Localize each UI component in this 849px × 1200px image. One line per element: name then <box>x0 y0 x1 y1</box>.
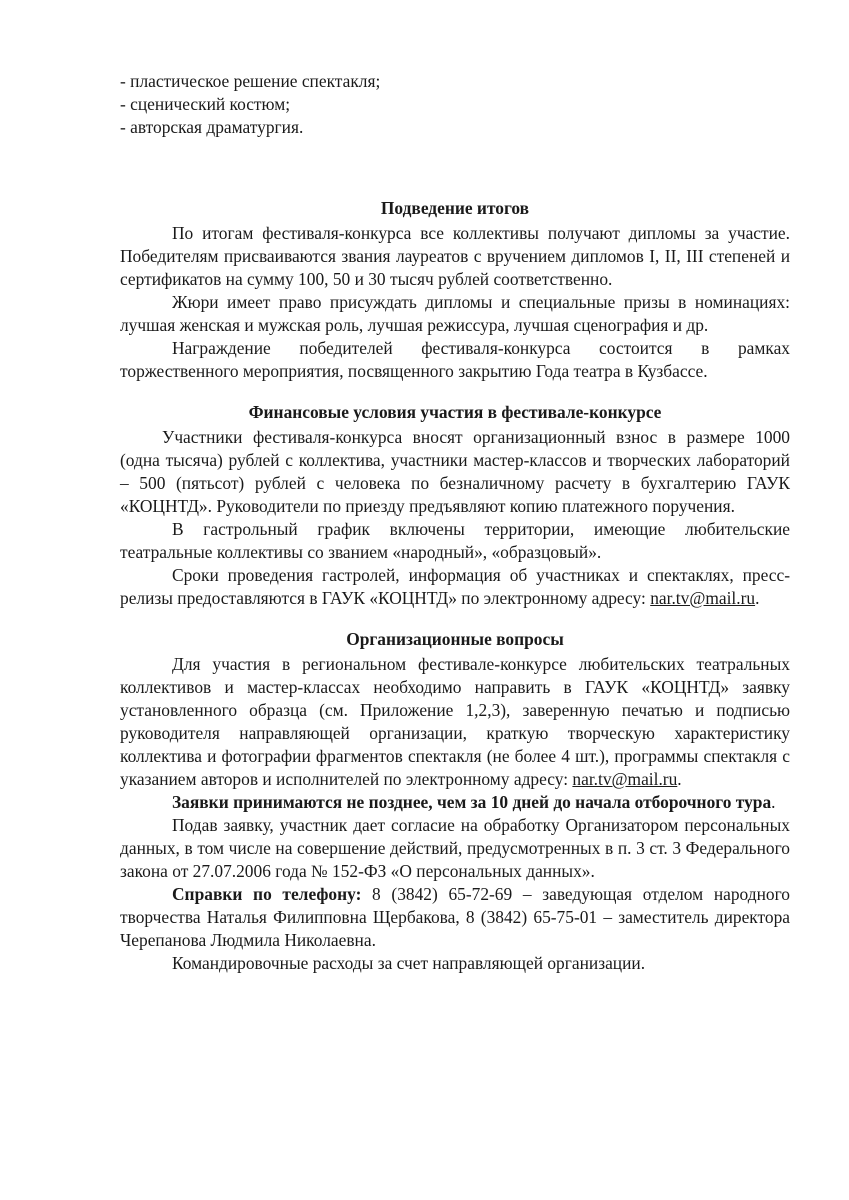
paragraph-text: Для участия в региональном фестивале-конкурсе любительских театральных коллективов и мастер-классах необходимо направить в ГАУК «КОЦНТД» заявку установленного образца (см. Приложение 1,2,3), заверенную печатью и подписью руководителя направляющей организации, краткую творческую характеристику коллектива и фотографии фрагментов спектакля (не более 4 шт.), программы спектакля с указанием авторов и исполнителей по электронному адресу: <box>120 654 790 789</box>
section-title-finance: Финансовые условия участия в фестивале-конкурсе <box>248 402 662 422</box>
criteria-list <box>120 70 790 139</box>
org-section <box>120 628 790 975</box>
email-link[interactable]: nar.tv@mail.ru <box>572 769 678 789</box>
document-content <box>120 70 790 993</box>
email-link[interactable]: nar.tv@mail.ru <box>650 588 756 608</box>
results-section <box>120 197 790 383</box>
list-item: - сценический костюм; <box>120 94 291 114</box>
paragraph <box>120 791 790 814</box>
paragraph <box>120 883 790 952</box>
bold-text: Справки по телефону: <box>172 884 362 904</box>
paragraph: Награждение победителей фестиваля-конкурса состоится в рамках торжественного мероприятия, посвященного закрытию Года театра в Кузбассе. <box>120 338 790 381</box>
paragraph: По итогам фестиваля-конкурса все коллективы получают дипломы за участие. Победителям присваиваются звания лауреатов с вручением дипломов I, II, III степеней и сертификатов на сумму 100, 50 и 30 тысяч рублей соответственно. <box>120 223 790 289</box>
list-item: - авторская драматургия. <box>120 117 304 137</box>
section-title-results: Подведение итогов <box>380 198 530 218</box>
paragraph: В гастрольный график включены территории, имеющие любительские театральные коллективы со званием «народный», «образцовый». <box>120 519 790 562</box>
paragraph <box>120 564 790 610</box>
paragraph-end: . <box>771 792 776 812</box>
section-title-org: Организационные вопросы <box>346 629 564 649</box>
paragraph: Жюри имеет право присуждать дипломы и специальные призы в номинациях: лучшая женская и мужская роль, лучшая режиссура, лучшая сценография и др. <box>120 292 790 335</box>
paragraph: Командировочные расходы за счет направляющей организации. <box>172 953 646 973</box>
paragraph: Участники фестиваля-конкурса вносят организационный взнос в размере 1000 (одна тысяча) рублей с коллектива, участники мастер-классов и творческих лабораторий – 500 (пятьсот) рублей с человека по безналичному расчету в бухгалтерию ГАУК «КОЦНТД». Руководители по приезду предъявляют копию платежного поручения. <box>120 427 790 516</box>
list-item: - пластическое решение спектакля; <box>120 71 381 91</box>
bold-text: Заявки принимаются не позднее, чем за 10 дней до начала отборочного тура <box>172 792 772 812</box>
paragraph-end: . <box>755 588 760 608</box>
finance-section <box>120 401 790 610</box>
paragraph: Подав заявку, участник дает согласие на обработку Организатором персональных данных, в том числе на совершение действий, предусмотренных в п. 3 ст. 3 Федерального закона от 27.07.2006 года № 152-ФЗ «О персональных данных». <box>120 815 790 881</box>
paragraph-text: Сроки проведения гастролей, информация об участниках и спектаклях, пресс-релизы предоставляются в ГАУК «КОЦНТД» по электронному адресу: <box>120 565 790 608</box>
paragraph-text: 8 (3842) 65-72-69 – заведующая отделом народного творчества Наталья Филипповна Щербакова, 8 (3842) 65-75-01 – заместитель директора Черепанова Людмила Николаевна. <box>120 884 790 950</box>
paragraph <box>120 653 790 791</box>
paragraph-end: . <box>677 769 682 789</box>
